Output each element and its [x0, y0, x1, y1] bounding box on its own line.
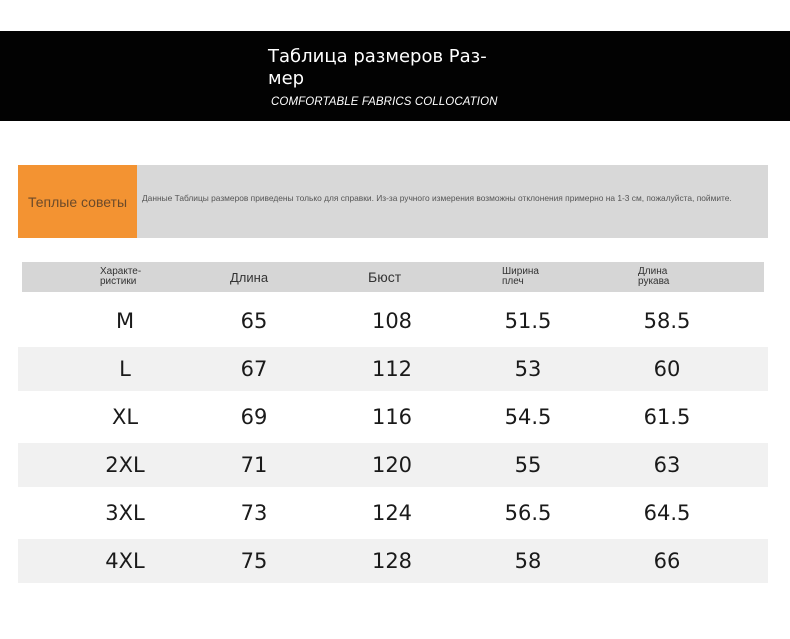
- table-row: [18, 491, 768, 535]
- cell-sleeve-length: 63: [653, 453, 681, 477]
- cell-size: M: [115, 309, 135, 333]
- tips-box: [18, 165, 768, 238]
- cell-bust: 128: [371, 549, 413, 573]
- cell-size: 4XL: [105, 549, 145, 573]
- header-sleeve-length: Длина рукава: [638, 266, 670, 287]
- cell-bust: 120: [371, 453, 413, 477]
- page-subtitle: COMFORTABLE FABRICS COLLOCATION: [271, 96, 498, 108]
- cell-sleeve-length: 61.5: [643, 405, 691, 429]
- cell-length: 65: [240, 309, 268, 333]
- cell-sleeve-length: 66: [653, 549, 681, 573]
- cell-size: 3XL: [105, 501, 145, 525]
- cell-shoulder-width: 51.5: [504, 309, 552, 333]
- cell-sleeve-length: 60: [653, 357, 681, 381]
- cell-size: 2XL: [105, 453, 145, 477]
- header-length: Длина: [230, 269, 269, 285]
- table-row: [18, 299, 768, 343]
- table-row: [18, 443, 768, 487]
- header-shoulder-width: Ширина плеч: [502, 266, 539, 287]
- cell-length: 67: [240, 357, 268, 381]
- tips-label: Теплые советы: [18, 165, 137, 238]
- header-bust: Бюст: [368, 269, 402, 285]
- table-row: [18, 539, 768, 583]
- cell-size: L: [119, 357, 131, 381]
- cell-shoulder-width: 54.5: [504, 405, 552, 429]
- cell-shoulder-width: 55: [514, 453, 542, 477]
- cell-length: 73: [240, 501, 268, 525]
- tips-text: Данные Таблицы размеров приведены только для справки. Из-за ручного измерения возможны отклонения примерно на 1-3 см, пожалуйста, поймите.: [142, 193, 732, 203]
- cell-bust: 108: [371, 309, 413, 333]
- table-row: [18, 395, 768, 439]
- page-title: Таблица размеров Раз- мер: [268, 46, 487, 89]
- cell-sleeve-length: 58.5: [643, 309, 691, 333]
- cell-bust: 116: [371, 405, 413, 429]
- table-header: [22, 262, 764, 292]
- cell-length: 75: [240, 549, 268, 573]
- cell-shoulder-width: 58: [514, 549, 542, 573]
- cell-size: XL: [111, 405, 139, 429]
- table-row: [18, 347, 768, 391]
- cell-sleeve-length: 64.5: [643, 501, 691, 525]
- cell-length: 71: [240, 453, 268, 477]
- cell-bust: 124: [371, 501, 413, 525]
- cell-shoulder-width: 56.5: [504, 501, 552, 525]
- cell-shoulder-width: 53: [514, 357, 542, 381]
- cell-length: 69: [240, 405, 268, 429]
- cell-bust: 112: [371, 357, 413, 381]
- header-characteristics: Характе- ристики: [100, 266, 142, 287]
